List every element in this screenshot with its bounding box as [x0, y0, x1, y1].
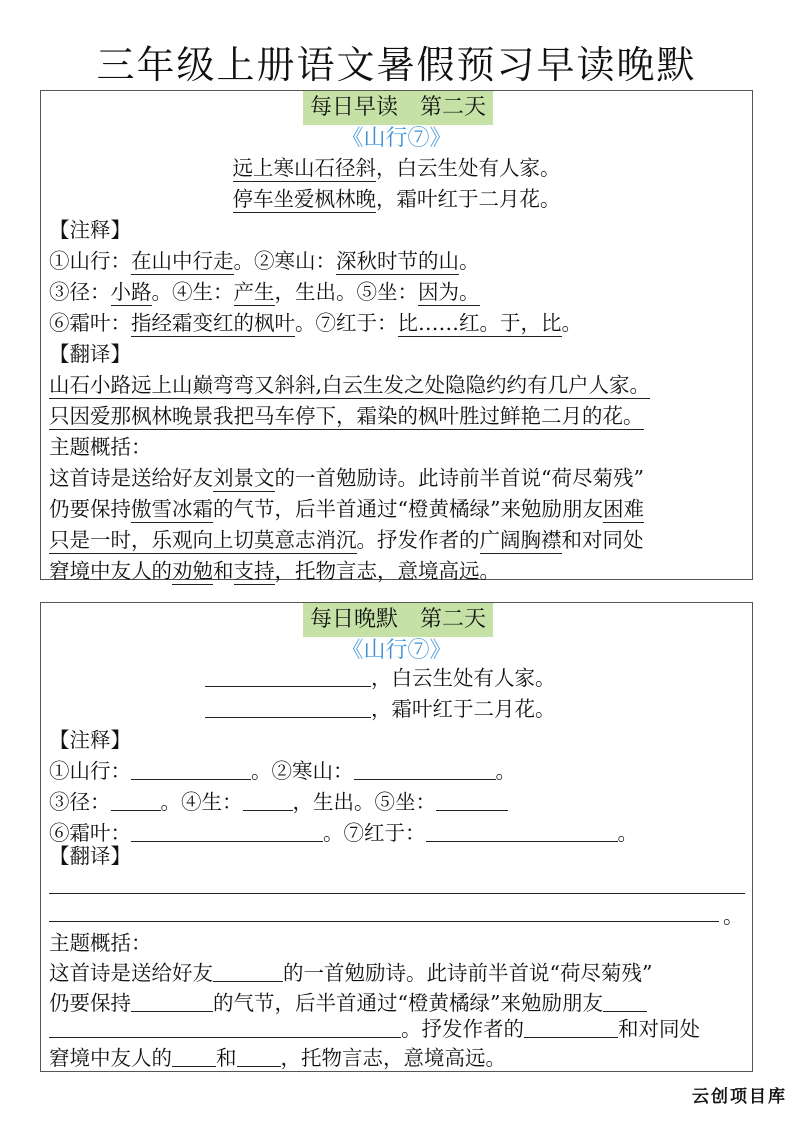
note-text: ，生出。⑤坐：: [274, 280, 418, 304]
fill-blank[interactable]: [131, 989, 213, 1012]
theme-blank-line-3: [49, 1014, 700, 1044]
note-blank-line-2: [49, 787, 508, 817]
note-answer: 在山中行走: [131, 249, 234, 273]
theme-text: ，托物言志，意境高远。: [280, 1046, 506, 1070]
theme-label: 主题概括：: [49, 435, 152, 459]
poem-text: ，白云生处有人家。: [371, 666, 556, 690]
fill-blank[interactable]: [603, 989, 647, 1012]
theme-blank-line-4: [49, 1043, 506, 1073]
poem-blank-line-2: [205, 694, 556, 724]
fill-blank[interactable]: [131, 757, 251, 780]
theme-text: 窘境中友人的: [49, 1046, 172, 1070]
note-text: 。⑦红于：: [323, 821, 426, 845]
translation-label: 【翻译】: [49, 844, 131, 868]
theme-answer: 广阔胸襟: [479, 528, 562, 552]
note-answer: 比……红。于，比: [397, 311, 562, 335]
note-text: 。: [561, 311, 582, 335]
note-text: 。④生：: [151, 280, 234, 304]
note-text: ⑥霜叶：: [49, 821, 131, 845]
theme-text: 的一首勉励诗。此诗前半首说“荷尽菊残”: [274, 466, 644, 490]
theme-line-4: [49, 556, 500, 586]
evening-poem-title: 《山行⑦》: [341, 638, 452, 663]
poem-line-2-part-a: 停车坐爱枫林晚: [232, 187, 376, 211]
theme-blank-line-1: [49, 958, 652, 988]
fill-blank[interactable]: [205, 664, 371, 687]
fill-blank[interactable]: [426, 819, 618, 842]
fill-blank[interactable]: [131, 819, 323, 842]
translation-text: 山石小路远上山巅弯弯又斜斜,白云生发之处隐隐约约有几户人家。: [49, 373, 651, 397]
theme-text: 和: [216, 1046, 237, 1070]
translation-text: 只因爱那枫林晚景我把马车停下，霜染的枫叶胜过鲜艳二月的花。: [49, 404, 644, 428]
theme-answer: 只是一时，乐观向上切莫意志消沉: [49, 528, 357, 552]
theme-line-1: [49, 463, 644, 493]
theme-answer: 傲雪冰霜: [131, 497, 213, 521]
theme-answer: 困难: [602, 497, 644, 521]
theme-text: 和对同处: [561, 528, 644, 552]
note-answer: 因为。: [418, 280, 480, 304]
theme-answer: 刘景文: [213, 466, 275, 490]
theme-text: ，托物言志，意境高远。: [274, 559, 500, 583]
theme-text: 这首诗是送给好友: [49, 961, 213, 985]
translation-answer-line-2[interactable]: [49, 921, 719, 922]
note-text: 。④生：: [160, 790, 243, 814]
morning-reading-card: [40, 90, 753, 583]
note-answer: 小路: [110, 280, 152, 304]
note-blank-line-3: [49, 818, 638, 848]
fill-blank[interactable]: [172, 1044, 216, 1067]
morning-header: 每日早读 第二天: [303, 91, 493, 125]
theme-text: 。抒发作者的: [401, 1017, 524, 1041]
note-text: 。: [617, 821, 638, 845]
note-text: ①山行：: [49, 759, 131, 783]
fill-blank[interactable]: [237, 1044, 281, 1067]
theme-line-2: [49, 494, 644, 524]
theme-text: 和对同处: [618, 1017, 700, 1041]
theme-answer: 劝勉: [172, 559, 213, 583]
translation-end-mark: 。: [723, 904, 744, 928]
theme-text: 仍要保持: [49, 991, 131, 1015]
theme-text: 和: [213, 559, 234, 583]
poem-line-1-part-b: ，白云生处有人家。: [376, 156, 561, 180]
theme-text: 。抒发作者的: [356, 528, 480, 552]
poem-line-1-part-a: 远上寒山石径斜: [232, 156, 376, 180]
note-text: 。⑦红于：: [295, 311, 398, 335]
note-line-3: [49, 308, 582, 338]
note-text: ①山行：: [49, 249, 131, 273]
page-title: 三年级上册语文暑假预习早读晚默: [96, 43, 697, 87]
theme-line-3: [49, 525, 644, 555]
note-line-1: [49, 246, 480, 276]
theme-text: 窘境中友人的: [49, 559, 172, 583]
theme-text: 的气节，后半首通过“橙黄橘绿”来勉励朋友: [213, 497, 603, 521]
notes-label: 【注释】: [49, 218, 131, 242]
evening-dictation-card: [40, 602, 753, 1072]
poem-text: ，霜叶红于二月花。: [371, 697, 556, 721]
fill-blank[interactable]: [524, 1015, 618, 1038]
note-answer: 指经霜变红的枫叶: [131, 311, 295, 335]
theme-text: 的气节，后半首通过“橙黄橘绿”来勉励朋友: [213, 991, 603, 1015]
translation-line-2: [49, 401, 644, 431]
fill-blank[interactable]: [205, 695, 371, 718]
notes-label: 【注释】: [49, 728, 131, 752]
note-answer: 产生: [233, 280, 275, 304]
morning-poem-title: 《山行⑦》: [341, 126, 452, 151]
note-text: ，生出。⑤坐：: [292, 790, 436, 814]
fill-blank[interactable]: [111, 788, 161, 811]
theme-text: 这首诗是送给好友: [49, 466, 213, 490]
note-text: ③径：: [49, 280, 111, 304]
note-blank-line-1: [49, 756, 516, 786]
note-text: 。②寒山：: [251, 759, 354, 783]
fill-blank[interactable]: [436, 788, 508, 811]
theme-label: 主题概括：: [49, 931, 152, 955]
fill-blank[interactable]: [243, 788, 293, 811]
poem-line-1: [41, 153, 752, 183]
note-text: 。: [459, 249, 480, 273]
brand-watermark: 云创项目库: [692, 1087, 787, 1107]
theme-answer: 支持: [233, 559, 275, 583]
fill-blank[interactable]: [354, 757, 496, 780]
fill-blank[interactable]: [213, 959, 283, 982]
note-text: 。②寒山：: [233, 249, 336, 273]
poem-line-2-part-b: ，霜叶红于二月花。: [376, 187, 561, 211]
evening-header: 每日晚默 第二天: [303, 603, 493, 637]
theme-text: 的一首勉励诗。此诗前半首说“荷尽菊残”: [283, 961, 653, 985]
note-text: ③径：: [49, 790, 111, 814]
note-text: ⑥霜叶：: [49, 311, 131, 335]
theme-text: 仍要保持: [49, 497, 131, 521]
note-text: 。: [495, 759, 516, 783]
translation-line-1: [49, 370, 650, 400]
note-answer: 深秋时节的山: [336, 249, 459, 273]
poem-blank-line-1: [205, 663, 556, 693]
translation-label: 【翻译】: [49, 342, 131, 366]
note-line-2: [49, 277, 480, 307]
translation-answer-line-1[interactable]: [49, 893, 745, 894]
fill-blank[interactable]: [49, 1015, 401, 1038]
poem-line-2: [41, 184, 752, 214]
